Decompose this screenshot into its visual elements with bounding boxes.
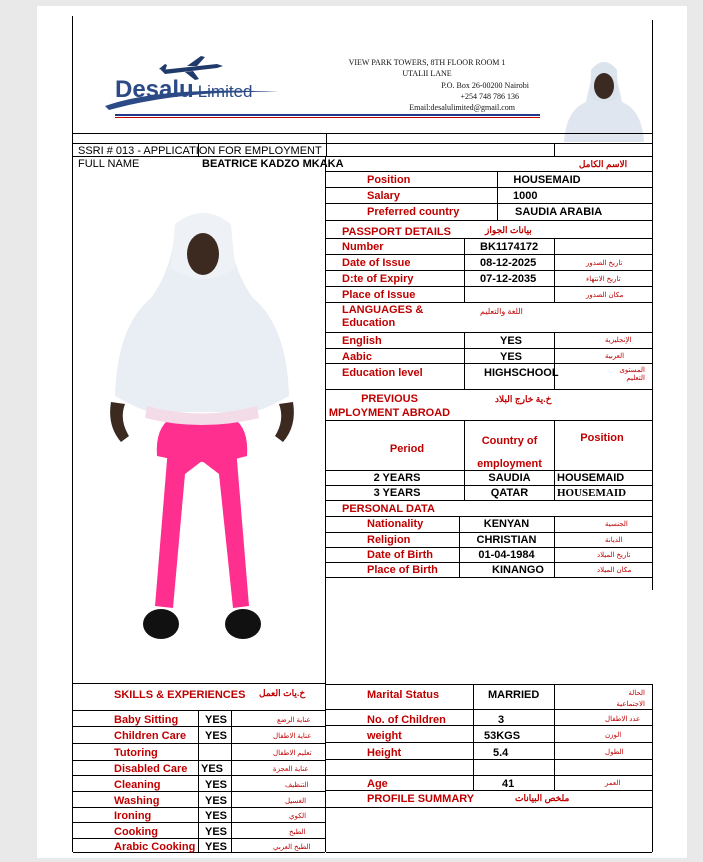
age-arabic: العمر xyxy=(605,780,621,787)
preferred-country-value: SAUDIA ARABIA xyxy=(515,206,603,218)
full-name-value: BEATRICE KADZO MKAKA xyxy=(202,158,344,170)
rule xyxy=(326,363,652,364)
marital-status-arabic: الحالة الاجتماعية xyxy=(616,690,645,708)
education-label: Education level xyxy=(342,367,423,379)
skill-label: Arabic Cooking xyxy=(114,841,196,853)
rule xyxy=(73,683,325,684)
place-of-birth-label: Place of Birth xyxy=(367,564,438,576)
rule xyxy=(554,420,555,500)
issue-date-label: Date of Issue xyxy=(342,257,411,269)
skill-value: YES xyxy=(205,810,228,822)
rule xyxy=(326,532,652,533)
rule xyxy=(73,726,325,727)
application-form xyxy=(37,6,687,858)
date-of-birth-arabic: تاريخ الميلاد xyxy=(597,552,631,559)
issue-date-arabic: تاريخ الصدور xyxy=(586,260,623,267)
rule xyxy=(326,133,327,156)
rule xyxy=(326,270,652,271)
rule xyxy=(325,156,326,852)
rule xyxy=(73,760,325,761)
header-rule-blue xyxy=(115,114,540,116)
rule xyxy=(326,562,652,563)
passport-number-label: Number xyxy=(342,241,384,253)
rule xyxy=(464,238,465,303)
rule xyxy=(554,238,555,303)
skill-arabic: تعليم الاطفال xyxy=(273,750,312,757)
skills-arabic: خ.يات العمل xyxy=(259,688,306,698)
expiry-date-label: D:te of Expiry xyxy=(342,273,414,285)
religion-arabic: الديانة xyxy=(605,537,623,544)
rule xyxy=(73,838,325,839)
rule xyxy=(73,822,325,823)
rule xyxy=(326,187,652,188)
children-arabic: عدد الاطفال xyxy=(605,716,641,723)
passport-details-title: PASSPORT DETAILS xyxy=(342,226,451,238)
company-name: Desalu xyxy=(115,76,194,103)
rule xyxy=(326,684,652,685)
age-value: 41 xyxy=(502,778,515,790)
skill-label: Ironing xyxy=(114,810,152,822)
nationality-value: KENYAN xyxy=(483,518,530,530)
salary-value: 1000 xyxy=(513,190,538,202)
weight-label: weight xyxy=(367,730,402,742)
languages-arabic: اللغة والتعليم xyxy=(480,307,523,316)
skills-title: SKILLS & EXPERIENCES xyxy=(114,689,246,701)
skill-arabic: التنظيف xyxy=(285,782,309,789)
religion-value: CHRISTIAN xyxy=(476,534,537,546)
profile-summary-label: PROFILE SUMMARY xyxy=(367,793,475,805)
col-country-header: Country of employment xyxy=(477,435,542,470)
rule xyxy=(73,143,652,144)
skill-arabic: عناية الرضع xyxy=(277,717,311,724)
arabic-label: Aabic xyxy=(342,351,372,363)
rule xyxy=(473,775,474,791)
rule xyxy=(554,332,555,389)
rule xyxy=(73,807,325,808)
company-name-suffix: Limited xyxy=(197,82,253,101)
rule xyxy=(73,775,325,776)
skill-value: YES xyxy=(205,779,228,791)
rule xyxy=(326,500,652,501)
skill-arabic: الطبخ xyxy=(289,829,306,836)
rule xyxy=(473,684,474,775)
skill-arabic: الغسيل xyxy=(285,798,307,805)
full-name-label: FULL NAME xyxy=(78,158,140,170)
company-logo-text xyxy=(115,76,253,104)
skill-arabic: عناية العجزة xyxy=(273,766,309,773)
rule xyxy=(73,743,325,744)
nationality-label: Nationality xyxy=(367,518,424,530)
employment-position-2: HOUSEMAID xyxy=(557,487,627,499)
weight-value: 53KGS xyxy=(484,730,521,742)
skill-label: Disabled Care xyxy=(114,763,188,775)
rule xyxy=(72,133,73,852)
passport-number-value: BK1174172 xyxy=(480,241,539,253)
rule xyxy=(326,302,652,303)
skill-value: YES xyxy=(205,826,228,838)
languages-title: LANGUAGES & Education xyxy=(342,304,424,329)
rule xyxy=(326,171,652,172)
rule xyxy=(326,332,652,333)
address-line-3: P.O. Box 26-00200 Nairobi xyxy=(441,81,529,90)
expiry-date-value: 07-12-2035 xyxy=(480,273,537,285)
rule xyxy=(326,807,652,808)
full-name-arabic: الاسم الكامل xyxy=(578,159,628,169)
form-title: SSRI # 013 - APPLICATION FOR EMPLOYMENT xyxy=(78,145,322,157)
rule xyxy=(326,485,652,486)
rule xyxy=(198,710,199,852)
skill-arabic: الكوي xyxy=(289,813,307,820)
rule xyxy=(326,238,652,239)
weight-arabic: الوزن xyxy=(605,732,622,739)
rule xyxy=(326,547,652,548)
employment-period-1: 2 YEARS xyxy=(373,472,421,484)
position-label: Position xyxy=(367,174,411,186)
passport-details-arabic: بيانات الجواز xyxy=(485,225,532,235)
place-of-issue-label: Place of Issue xyxy=(342,289,416,301)
rule xyxy=(326,254,652,255)
skill-label: Cooking xyxy=(114,826,158,838)
skill-value: YES xyxy=(205,841,228,853)
english-arabic: الإنجليزية xyxy=(605,337,632,344)
profile-summary-arabic: ملخص البيانات xyxy=(515,793,570,803)
height-arabic: الطول xyxy=(605,749,624,756)
english-label: English xyxy=(342,335,382,347)
rule xyxy=(652,20,653,590)
rule xyxy=(326,709,652,710)
skill-label: Washing xyxy=(114,795,160,807)
expiry-date-arabic: تاريخ الانتهاء xyxy=(586,276,621,283)
skill-label: Tutoring xyxy=(114,747,158,759)
col-position-header: Position xyxy=(580,432,624,444)
personal-data-title: PERSONAL DATA xyxy=(342,503,435,515)
height-value: 5.4 xyxy=(493,747,509,759)
rule xyxy=(554,144,555,156)
date-of-birth-value: 01-04-1984 xyxy=(478,549,535,561)
rule xyxy=(464,332,465,389)
rule xyxy=(326,790,652,791)
skill-label: Baby Sitting xyxy=(114,714,179,726)
skill-value: YES xyxy=(205,730,228,742)
rule xyxy=(326,389,652,390)
address-line-2: UTALII LANE xyxy=(402,69,452,78)
rule xyxy=(464,420,465,500)
age-label: Age xyxy=(367,778,388,790)
rule xyxy=(326,516,652,517)
nationality-arabic: الجنسية xyxy=(605,521,628,528)
rule xyxy=(73,710,325,711)
applicant-photo-full xyxy=(107,206,297,666)
previous-employment-arabic: خ.ية خارج البلاد xyxy=(495,394,552,404)
address-line-1: VIEW PARK TOWERS, 8TH FLOOR ROOM 1 xyxy=(348,58,506,67)
date-of-birth-label: Date of Birth xyxy=(367,549,433,561)
phone-number: +254 748 786 136 xyxy=(460,92,519,101)
salary-label: Salary xyxy=(367,190,401,202)
rule xyxy=(326,420,652,421)
rule xyxy=(72,16,73,133)
rule xyxy=(326,286,652,287)
header-rule-red xyxy=(115,117,540,118)
skill-value: YES xyxy=(205,714,228,726)
rule xyxy=(554,684,555,775)
employment-period-2: 3 YEARS xyxy=(373,487,421,499)
place-of-issue-arabic: مكان الصدور xyxy=(586,292,624,299)
education-arabic: المستوى التعليم xyxy=(619,367,645,382)
arabic-arabic: العربية xyxy=(605,353,625,360)
applicant-photo-small xyxy=(556,50,652,142)
rule xyxy=(652,684,653,852)
skill-label: Children Care xyxy=(114,730,187,742)
rule xyxy=(554,516,555,577)
skill-value: YES xyxy=(201,763,224,775)
place-of-birth-arabic: مكان الميلاد xyxy=(597,567,632,574)
rule xyxy=(554,775,555,791)
rule xyxy=(231,710,232,852)
children-label: No. of Children xyxy=(367,714,446,726)
rule xyxy=(73,852,325,853)
employment-country-2: QATAR xyxy=(490,487,529,499)
marital-status-value: MARRIED xyxy=(488,689,540,701)
rule xyxy=(73,133,652,134)
issue-date-value: 08-12-2025 xyxy=(480,257,537,269)
col-period-header: Period xyxy=(389,443,425,455)
marital-status-label: Marital Status xyxy=(367,689,440,701)
email-address: Email:desalulimited@gmail.com xyxy=(409,103,515,112)
rule xyxy=(326,759,652,760)
religion-label: Religion xyxy=(367,534,411,546)
skill-arabic: عناية الاطفال xyxy=(273,733,312,740)
english-value: YES xyxy=(500,335,523,347)
employment-country-1: SAUDIA xyxy=(488,472,531,484)
education-value: HIGHSCHOOL xyxy=(484,367,559,379)
skill-value: YES xyxy=(205,795,228,807)
height-label: Height xyxy=(367,747,402,759)
skill-arabic: الطبخ العربي xyxy=(273,844,311,851)
children-value: 3 xyxy=(498,714,505,726)
position-value: HOUSEMAID xyxy=(513,174,581,186)
rule xyxy=(326,348,652,349)
rule xyxy=(326,577,652,578)
skill-label: Cleaning xyxy=(114,779,161,791)
arabic-value: YES xyxy=(500,351,523,363)
place-of-birth-value: KINANGO xyxy=(492,564,544,576)
employment-position-1: HOUSEMAID xyxy=(557,472,625,484)
rule xyxy=(326,742,652,743)
rule xyxy=(326,220,652,221)
previous-employment-title: PREVIOUS MPLOYMENT ABROAD xyxy=(328,393,451,419)
rule xyxy=(326,852,652,853)
rule xyxy=(73,791,325,792)
preferred-country-label: Preferred country xyxy=(367,206,460,218)
rule xyxy=(326,203,652,204)
rule xyxy=(326,775,652,776)
